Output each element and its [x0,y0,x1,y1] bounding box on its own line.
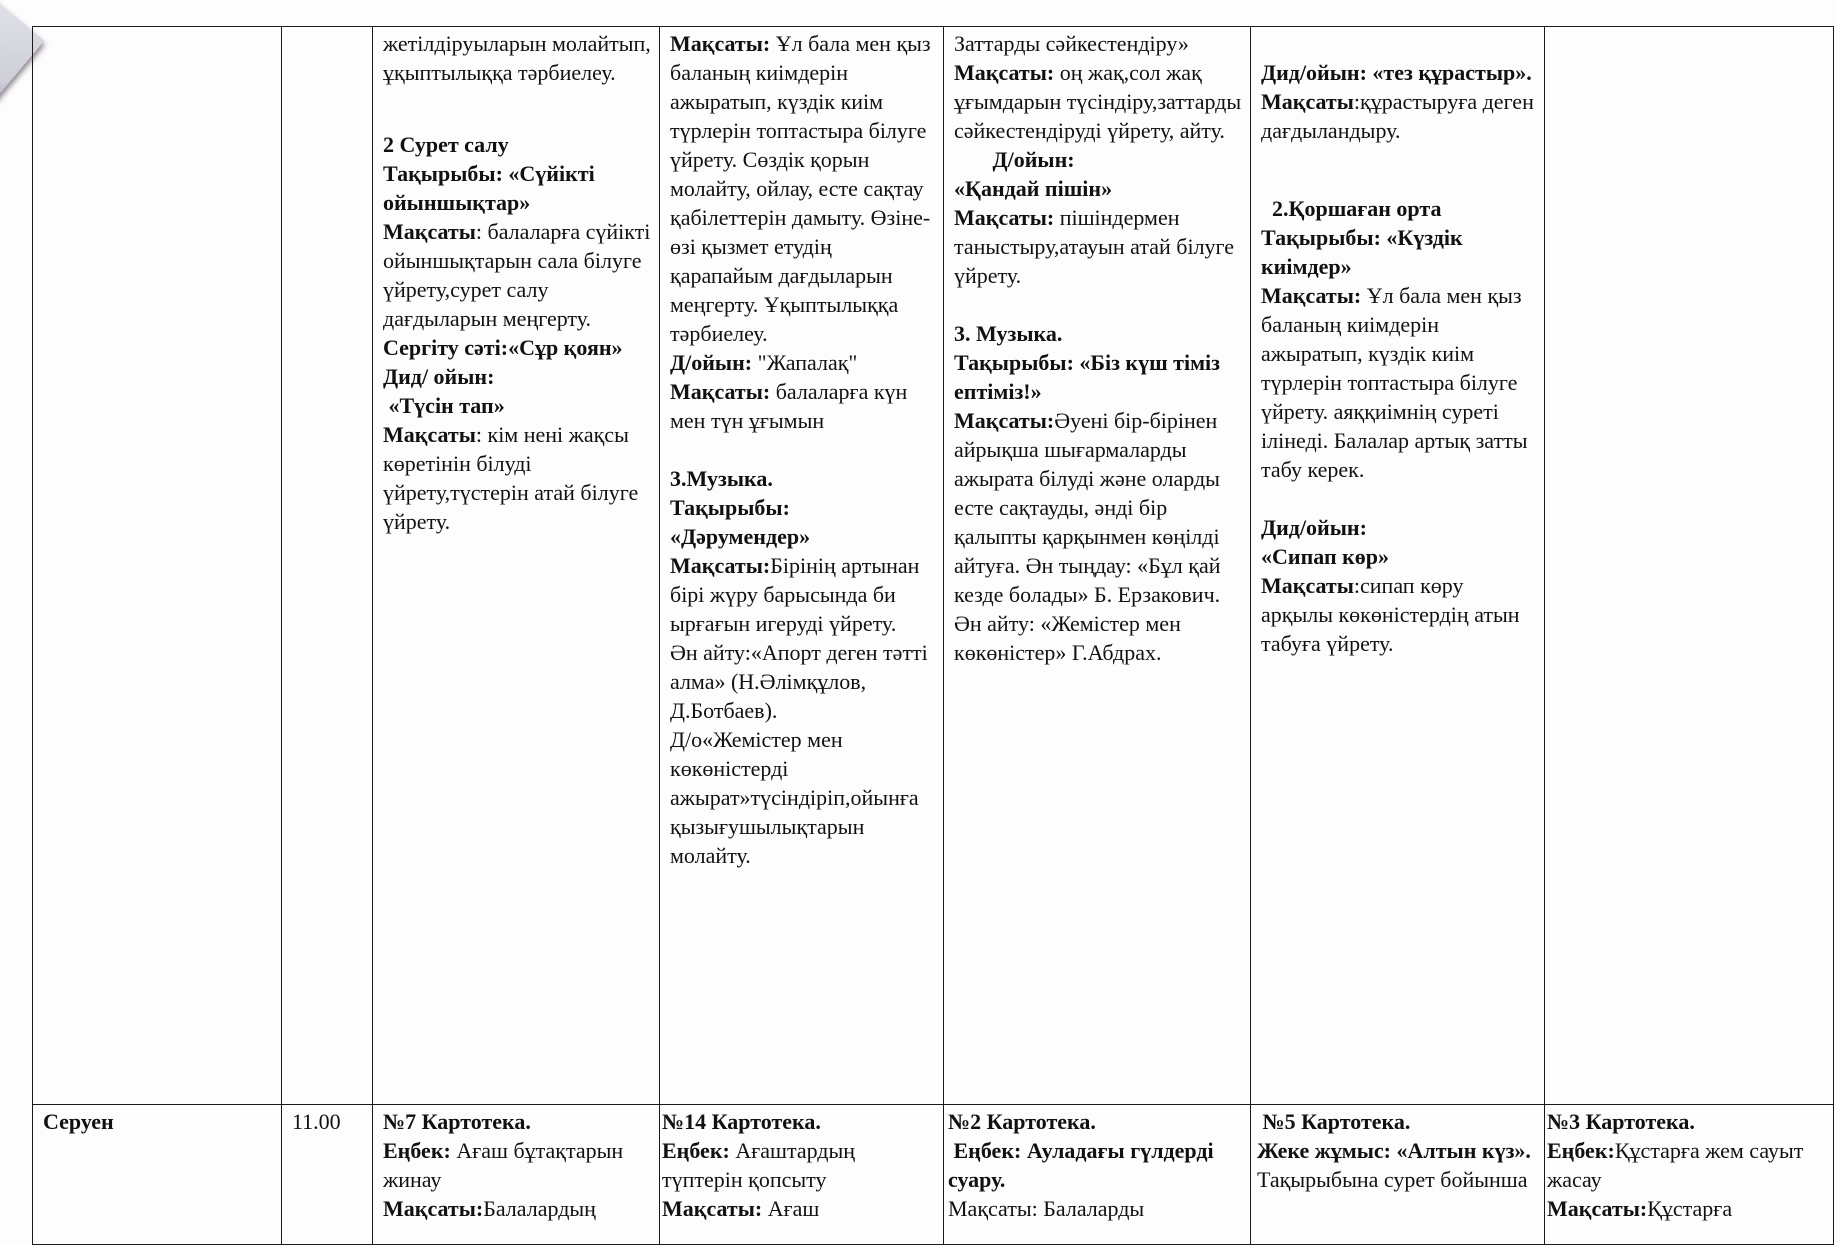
mon-card: №7 Картотека. [383,1109,531,1134]
wed-game: «Қандай пішін» [954,176,1113,201]
wed-walk-goal: Мақсаты: Балаларды [948,1196,1145,1221]
tue-game: "Жапалақ" [752,350,858,375]
activity-label-cell: Серуен [33,1105,282,1245]
thursday-cell [1251,27,1545,1105]
mon-walk-goal-label: Мақсаты: [383,1196,484,1221]
tue-s3-goal-label: Мақсаты: [670,553,771,578]
thu-game2: «Сипап көр» [1261,544,1390,569]
friday-cell [1545,1105,1834,1245]
mon-walk-goal: Балалардың [483,1196,596,1221]
tue-goal: Ұл бала мен қыз баланың киімдерін ажыратып, күздік киім түрлерін топтастыра білуге үйрету. Сөздік қорын молайту, ойлау, есте сақтау қабілеттерін дамыту. Өзіне-өзі қызмет етудің қарапайым дағдыларын меңгерту. Ұқыптылыққа тәрбиелеу. [670,31,931,346]
wed-work-label: Еңбек: Ауладағы гүлдерді суару. [948,1138,1214,1192]
tue-game-goal-label: Мақсаты: [670,379,771,404]
tuesday-cell [660,27,944,1105]
wed-game-goal: пішіндермен таныстыру,атауын атай білуге үйрету. [954,205,1235,288]
wednesday-cell [944,27,1251,1105]
wed-goal-label: Мақсаты: [954,60,1055,85]
mon-game-goal-label: Мақсаты [383,422,476,447]
mon-break-label: Сергіту сәті: [383,335,509,360]
fri-walk-goal: Құстарға [1647,1196,1733,1221]
thu-card: №5 Картотека. [1262,1109,1411,1134]
wed-s3-goal-label: Мақсаты: [954,408,1055,433]
mon-section2-title: 2 Сурет салу [383,132,509,157]
thu-work: Тақырыбына сурет бойынша [1257,1167,1528,1192]
tuesday-cell [660,1105,944,1245]
tue-topic: «Дәрумендер» [670,524,811,549]
thu-game-goal: :құрастыруға деген дағдыландыру. [1261,89,1534,143]
thu-game2-label: Дид/ойын: [1261,515,1367,540]
tue-s3-goal: Бірінің артынан бірі жүру барысында би ырғағын игеруді үйрету. [670,553,920,636]
tue-game-label: Д/ойын: [670,350,753,375]
tue-song: Ән айту:«Апорт деген тәтті алма» (Н.Әлімқұлов, Д.Ботбаев). [670,640,928,723]
mon-work-label: Еңбек: [383,1138,451,1163]
thu-game-goal-label: Мақсаты [1261,89,1354,114]
friday-cell [1545,27,1834,1105]
wed-topic: «Біз күш тіміз ептіміз!» [954,350,1221,404]
thu-game: «тез құрастыр». [1366,60,1532,85]
mon-work: Ағаш бұтақтарын жинау [383,1138,624,1192]
mon-break: «Сұр қоян» [508,335,623,360]
thu-goal-label: Мақсаты: [1261,283,1362,308]
tue-work: Ағаштардың түптерін қопсыту [662,1138,856,1192]
tue-section3-title: 3.Музыка. [670,466,773,491]
time-cell [282,27,373,1105]
thursday-cell [1251,1105,1545,1245]
mon-game-goal: : кім нені жақсы көретінін білуді үйрету,түстерін атай білуге үйрету. [383,422,639,534]
thu-game2-goal-label: Мақсаты [1261,573,1354,598]
fri-work: Құстарға жем сауыт жасау [1547,1138,1804,1192]
thu-goal: Ұл бала мен қыз баланың киімдерін ажыратып, күздік киім түрлерін топтастыра білуге үйрету. аяққиімнің суреті ілінеді. Балалар артық затты табу керек. [1261,283,1528,482]
wed-game-goal-label: Мақсаты: [954,205,1055,230]
tue-did-game: Д/о«Жемістер мен көкөністерді ажырат»түсіндіріп,ойынға қызығушылықтарын молайту. [670,727,919,868]
mon-goal: : балаларға сүйікті ойыншықтарын сала білуге үйрету,сурет салу дағдыларын меңгерту. [383,219,651,331]
wed-goal: оң жақ,сол жақ ұғымдарын түсіндіру,заттарды сәйкестендіруді үйрету, айту. [954,60,1242,143]
thu-game-label: Дид/ойын: [1261,60,1367,85]
thu-game2-goal: :сипап көру арқылы көкөністердің атын табуға үйрету. [1261,573,1520,656]
wed-s3-goal: Әуені бір-бірінен айрықша шығармаларды ажырата білуді және оларды есте сақтауды, әнді бір қалыпты қарқынмен көңілді айтуға. Ән тыңдау: «Бұл қай кезде болады» Б. Ерзакович. Ән айту: «Жемістер мен көкөністер» Г.Абдрах. [954,408,1221,665]
thu-work-label: Жеке жұмыс: «Алтын күз». [1257,1138,1531,1163]
wed-section3-title: 3. Музыка. [954,321,1063,346]
time-cell: 11.00 [282,1105,373,1245]
thu-topic-label: Тақырыбы: [1261,225,1381,250]
wed-topic-label: Тақырыбы: [954,350,1074,375]
mon-topic: «Сүйікті ойыншықтар» [383,161,595,215]
wed-card: №2 Картотека. [948,1109,1096,1134]
wed-intro: Заттарды сәйкестендіру» [954,31,1189,56]
tue-walk-goal: Ағаш [762,1196,820,1221]
tue-card: №14 Картотека. [662,1109,821,1134]
table-row [33,1105,1834,1245]
fri-work-label: Еңбек: [1547,1138,1615,1163]
tue-game-goal: балаларға күн мен түн ұғымын [670,379,908,433]
tue-walk-goal-label: Мақсаты: [662,1196,763,1221]
wednesday-cell [944,1105,1251,1245]
tue-goal-label: Мақсаты: [670,31,771,56]
tue-topic-label: Тақырыбы: [670,495,790,520]
mon-goal-label: Мақсаты [383,219,476,244]
thu-section2-title: 2.Қоршаған орта [1272,196,1442,221]
mon-game-label: Дид/ ойын: [383,364,495,389]
thu-topic: «Күздік киімдер» [1261,225,1463,279]
mon-intro: жетілдіруыларын молайтып, ұқыптылыққа тәрбиелеу. [383,31,651,85]
fri-card: №3 Картотека. [1547,1109,1695,1134]
table-row [33,27,1834,1105]
wed-game-label: Д/ойын: [992,147,1075,172]
mon-topic-label: Тақырыбы: [383,161,503,186]
mon-game: «Түсін тап» [388,393,505,418]
tue-work-label: Еңбек: [662,1138,730,1163]
weekly-plan-table [32,26,1834,1245]
monday-cell [373,27,660,1105]
activity-label-cell [33,27,282,1105]
monday-cell [373,1105,660,1245]
fri-walk-goal-label: Мақсаты: [1547,1196,1648,1221]
